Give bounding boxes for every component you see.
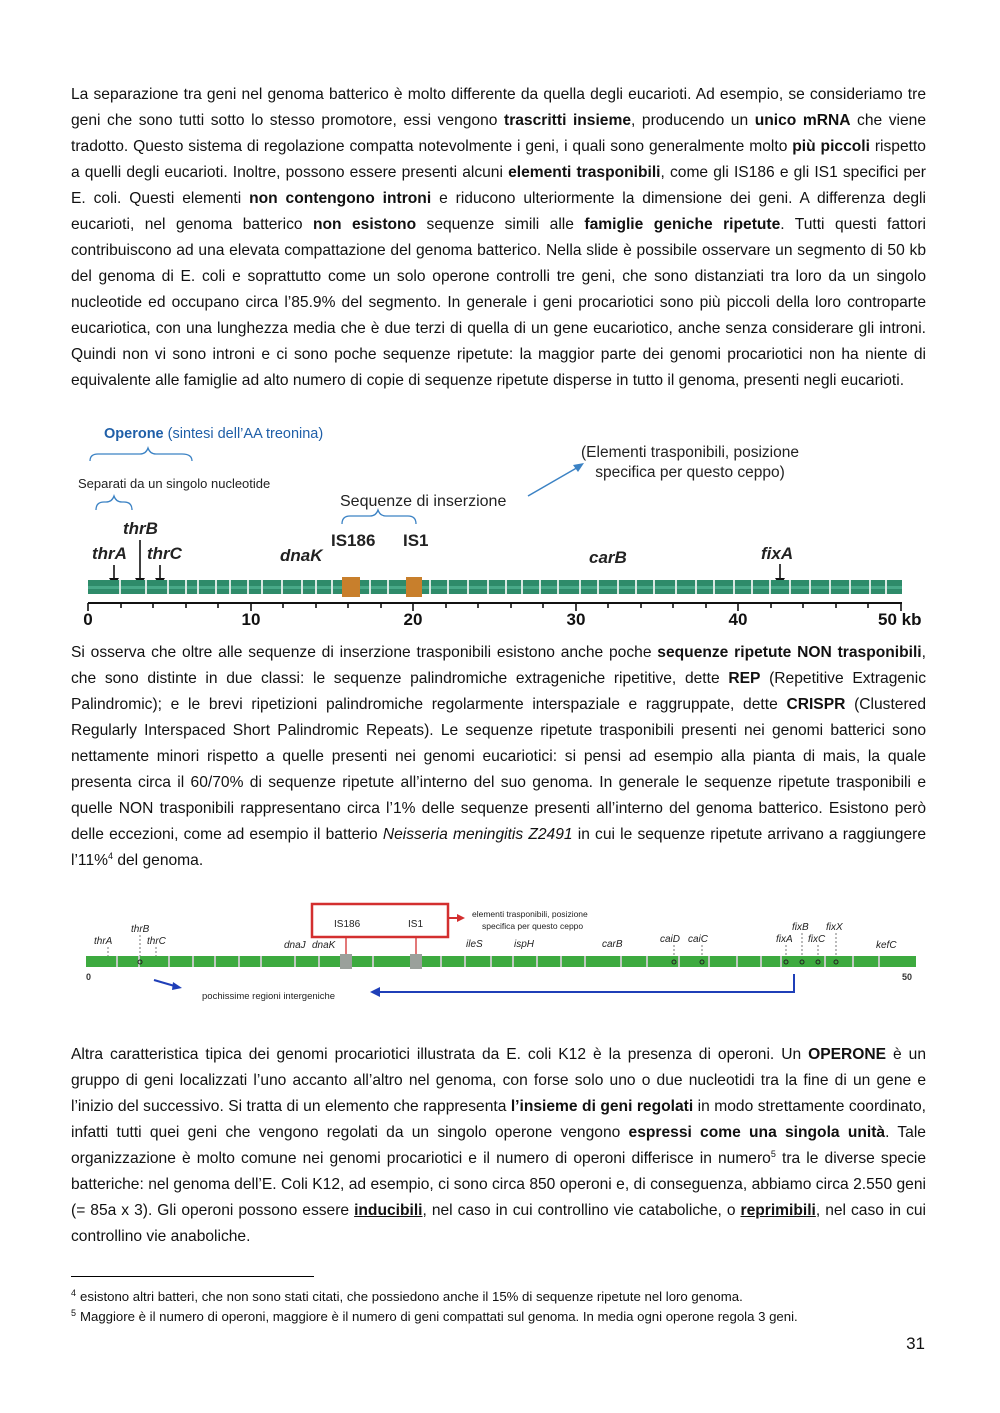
- gene-thrB-label: thrB: [123, 519, 158, 538]
- footnote-ref-5: 5: [770, 1148, 776, 1159]
- tick-label-0: 0: [83, 610, 93, 629]
- sequenze-bracket: [342, 510, 416, 524]
- gene-fixB-label: fixB: [792, 922, 809, 933]
- start-label: 0: [86, 972, 92, 982]
- operone-bracket: [90, 448, 192, 461]
- elementi-arrow-head: [573, 463, 584, 472]
- tick-label-20: 20: [403, 610, 423, 629]
- genome-bar: [86, 956, 916, 967]
- page-number: 31: [906, 1334, 925, 1353]
- gene-carB-label: carB: [589, 548, 627, 567]
- gene-caiD-label: caiD: [660, 934, 681, 945]
- separati-bracket: [96, 496, 132, 510]
- tick-label-30: 30: [566, 610, 586, 629]
- footnote-5: $^5$ Maggiore è il numero di operoni, maggiore è il numero di geni compattati sul genoma. In media ogni operone regola 3 geni.: [71, 1307, 798, 1324]
- footnote-divider: [71, 1276, 314, 1277]
- is1-element: [406, 577, 422, 597]
- elementi-label-line1: elementi trasponibili, posizione: [472, 909, 588, 919]
- gene-dnaJ-label: dnaJ: [284, 940, 306, 951]
- tick-label-40: 40: [728, 610, 748, 629]
- gene-thrB-label: thrB: [131, 924, 150, 935]
- gene-kefC-label: kefC: [876, 940, 897, 951]
- paragraph-operons: Altra caratteristica tipica dei genomi procariotici illustrata da E. coli K12 è la presenza di operoni. Un OPERONE è un gruppo di geni localizzati l’uno accanto all’altro nel genoma, con forse solo uno o due nucleotidi tra la fine di un gene e l’inizio del successivo. Si tratta di un elemento che rappresenta l’insieme di geni regolati in modo strettamente coordinato, infatti tutti quei geni che vengono regolati da un singolo operone vengono espressi come una singola unità. Tale organizzazione è molto comune nei genomi procariotici e il numero di operoni differisce in numero$^5$ tra le diverse specie batteriche: nel genoma dell’E. Coli K12, ad esempio, ci sono circa 850 operoni e, di conseguenza, abbiamo circa 2.550 geni (= 85a x 3). Gli operoni possono essere inducibili, nel caso in cui controllino vie cataboliche, o reprimibili, nel caso in cui controllino vie anaboliche.: [71, 1046, 927, 1245]
- tick-label-10: 10: [241, 610, 261, 629]
- is1-label: IS1: [403, 531, 429, 550]
- end-label: 50: [902, 972, 913, 982]
- gene-carB-label: carB: [602, 939, 623, 950]
- paragraph-repeated-sequences: Si osserva che oltre alle sequenze di inserzione trasponibili esistono anche poche sequenze ripetute NON trasponibili, che sono distinte in due classi: le sequenze palindromiche extrageniche ripetitive, dette REP (Repetitive Extragenic Palindromic); e le brevi ripetizioni palindromiche regolarmente interspaziale e raggruppate, dette CRISPR (Clustered Regularly Interspaced Short Palindromic Repeats). Le sequenze ripetute trasponibili presenti nei genomi batterici sono nettamente minori rispetto a quelle presenti nei genomi eucariotici: si pensi ad esempio alla pianta di mais, la quale presenta circa il 60/70% di sequenze ripetute all’interno del suo genoma. In generale le sequenze ripetute trasponibili e quelle NON trasponibili rappresentano circa l’1% delle sequenze presenti all’interno del genoma batterico. Esistono però delle eccezioni, come ad esempio il batterio Neisseria meningitis Z2491 in cui le sequenze ripetute arrivano a raggiungere l’11%$^4$ del genoma.: [71, 644, 927, 869]
- is186-element: [342, 577, 360, 597]
- figure-ecoli-50kb-segment: [70, 418, 930, 630]
- footnote-ref-4: 4: [107, 850, 113, 861]
- is186-label: IS186: [334, 919, 361, 930]
- pochissime-label: pochissime regioni intergeniche: [202, 991, 336, 1002]
- elementi-label-line2: specifica per questo ceppo: [482, 921, 584, 931]
- figure-ecoli-genome-map: [80, 896, 920, 1006]
- tick-label-50kb: 50 kb: [878, 610, 922, 629]
- footnote-4: $^4$ esistono altri batteri, che non sono stati citati, che possiedono anche il 15% di sequenze ripetute nel loro genoma.: [71, 1287, 743, 1304]
- gene-thrC-label: thrC: [147, 544, 182, 563]
- separati-label: Separati da un singolo nucleotide: [78, 476, 271, 491]
- gene-fixC-label: fixC: [808, 934, 826, 945]
- operone-label: Operone (sintesi dell’AA treonina): [104, 426, 324, 442]
- gene-thrA-label: thrA: [92, 544, 127, 563]
- gene-fixA-label: fixA: [776, 934, 793, 945]
- gene-thrC-label: thrC: [147, 936, 166, 947]
- gene-thrA-label: thrA: [94, 936, 113, 947]
- transposable-arrow-head: [457, 914, 465, 922]
- gene-ileS-label: ileS: [466, 939, 483, 950]
- gene-ispH-label: ispH: [514, 939, 535, 950]
- gene-caiC-label: caiC: [688, 934, 709, 945]
- gene-dnaK-label: dnaK: [280, 546, 323, 565]
- gene-dnaK-label: dnaK: [312, 940, 336, 951]
- paragraph-genome-separation: La separazione tra geni nel genoma batterico è molto differente da quella degli eucarioti. Ad esempio, se consideriamo tre geni che sono tutti sotto lo stesso promotore, essi vengono trascritti insieme, producendo un unico mRNA che viene tradotto. Questo sistema di regolazione compatta notevolmente i geni, i quali sono generalmente molto più piccoli rispetto a quelli degli eucarioti. Inoltre, possono essere presenti alcuni elementi trasponibili, come gli IS186 e gli IS1 specifici per E. coli. Questi elementi non contengono introni e riducono ulteriormente la dimensione dei geni. A differenza degli eucarioti, nel genoma batterico non esistono sequenze simili alle famiglie geniche ripetute. Tutti questi fattori contribuiscono ad una elevata compattazione del genoma batterico. Nella slide è possibile osservare un segmento di 50 kb del genoma di E. coli e soprattutto come un solo operone controlli tre geni, che sono distanziati tra loro da un singolo nucleotide ed occupano circa l’85.9% del segmento. In generale i geni procariotici sono più piccoli della loro controparte eucariotica, con una lunghezza media che è due terzi di quella di un gene eucariotico, anche senza considerare gli introni. Quindi non vi sono introni e ci sono poche sequenze ripetute: la maggior parte dei genomi procariotici non ha niente di equivalente alle famiglie ad alto numero di copie di sequenze ripetute disperse in tutto il genoma, presenti negli eucarioti.: [71, 86, 927, 389]
- gene-fixX-label: fixX: [826, 922, 843, 933]
- gene-arrows: [114, 540, 780, 582]
- is186-label: IS186: [331, 531, 376, 550]
- transposable-box: [312, 904, 448, 937]
- sequenze-inserzione-label: Sequenze di inserzione: [340, 493, 507, 510]
- elementi-label-line1: (Elementi trasponibili, posizione: [581, 444, 799, 461]
- is1-label: IS1: [408, 919, 424, 930]
- elementi-arrow: [528, 466, 580, 496]
- blue-arrow-long: [378, 974, 794, 992]
- gene-fixA-label: fixA: [761, 544, 794, 563]
- elementi-label-line2: specifica per questo ceppo): [595, 464, 785, 481]
